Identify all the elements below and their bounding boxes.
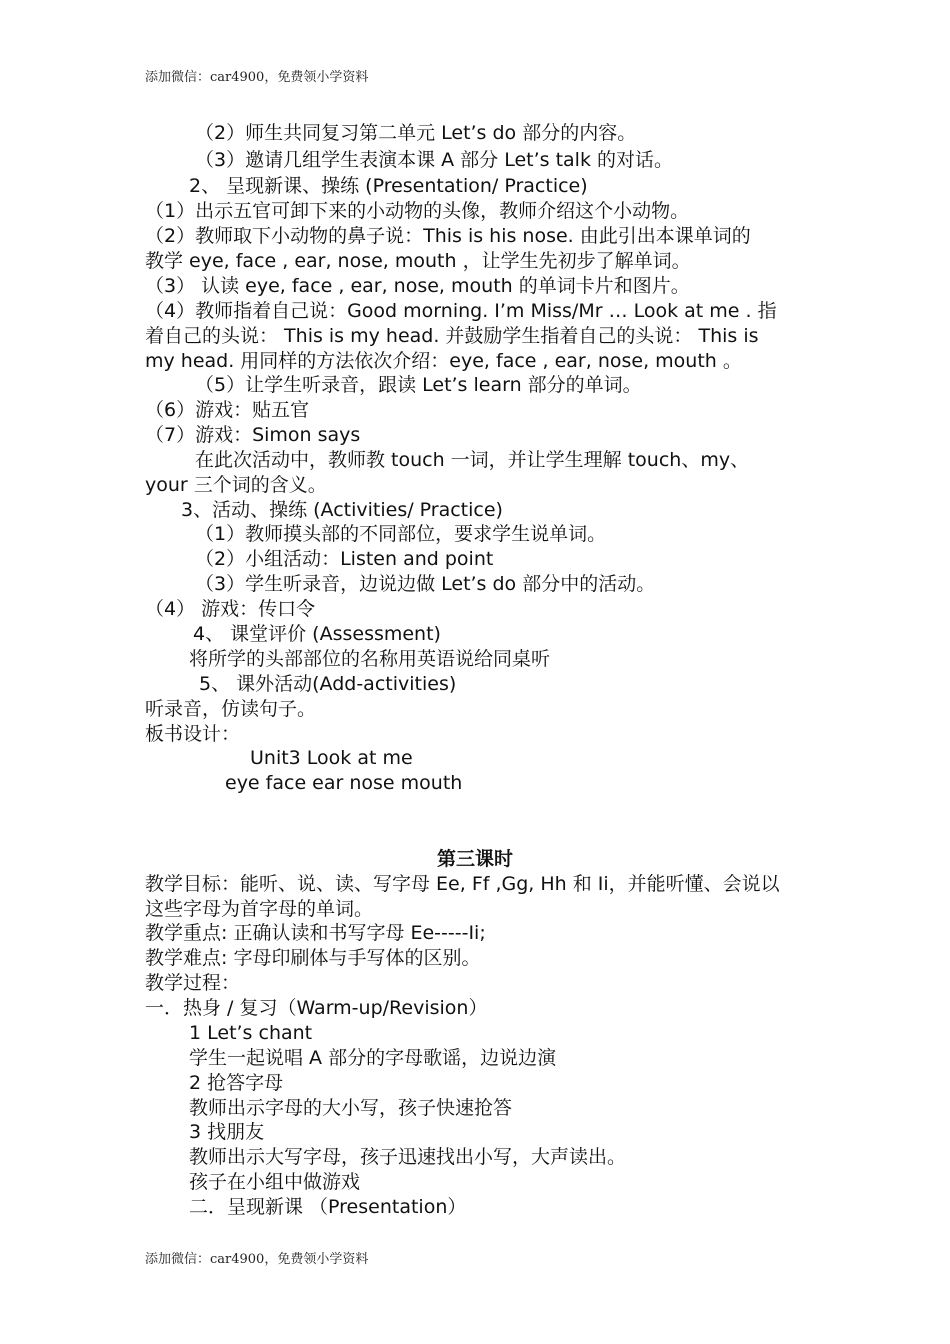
text-line: （1）教师摸头部的不同部位，要求学生说单词。 [195,523,607,545]
board-title: Unit3 Look at me [250,747,413,769]
text-line: 二．呈现新课 （Presentation） [189,1196,467,1218]
text-line: 教学过程： [145,972,241,994]
text-line: （3）邀请几组学生表演本课 A 部分 Let’s talk 的对话。 [195,149,673,171]
text-line: 4、 课堂评价 (Assessment) [193,623,441,645]
text-line: （1）出示五官可卸下来的小动物的头像，教师介绍这个小动物。 [145,200,690,222]
text-line: 3 找朋友 [189,1121,265,1143]
text-line: （5）让学生听录音，跟读 Let’s learn 部分的单词。 [195,374,642,396]
text-line: 教学重点: 正确认读和书写字母 Ee-----Ii; [145,922,486,944]
text-line: 听录音，仿读句子。 [145,698,317,720]
text-line: 教学 eye, face , ear, nose, mouth ，让学生先初步了解单词。 [145,250,691,272]
text-line: 一．热身 / 复习（Warm-up/Revision） [145,997,488,1019]
text-line: 学生一起说唱 A 部分的字母歌谣，边说边演 [189,1047,557,1069]
text-line: （4）教师指着自己说：Good morning. I’m Miss/Mr … Look at me . 指 [145,300,777,322]
page-header: 添加微信：car4900，免费领小学资料 [145,70,369,85]
text-line: （4） 游戏：传口令 [145,598,316,620]
text-line: （6）游戏：贴五官 [145,399,310,421]
text-line: 教师出示大写字母，孩子迅速找出小写，大声读出。 [189,1146,627,1168]
text-line: 2 抢答字母 [189,1072,284,1094]
text-line: my head. 用同样的方法依次介绍：eye, face , ear, nose, mouth 。 [145,350,742,372]
text-line: 孩子在小组中做游戏 [189,1171,361,1193]
text-line: 教学难点: 字母印刷体与手写体的区别。 [145,947,481,969]
text-line: （2）师生共同复习第二单元 Let’s do 部分的内容。 [195,122,637,144]
text-line: 2、 呈现新课、操练 (Presentation/ Practice) [189,175,588,197]
text-line: your 三个词的含义。 [145,474,327,496]
text-line: 教师出示字母的大小写，孩子快速抢答 [189,1097,513,1119]
text-line: （2）教师取下小动物的鼻子说：This is his nose. 由此引出本课单词的 [145,225,751,247]
text-line: （3）学生听录音，边说边做 Let’s do 部分中的活动。 [195,573,656,595]
text-line: 1 Let’s chant [189,1022,313,1044]
text-line: 教学目标：能听、说、读、写字母 Ee, Ff ,Gg, Hh 和 Ii，并能听懂、会说以 [145,873,780,895]
text-line: 3、活动、操练 (Activities/ Practice) [181,499,503,521]
page-footer: 添加微信：car4900，免费领小学资料 [145,1252,369,1267]
section-title: 第三课时 [436,848,513,870]
text-line: （2）小组活动：Listen and point [195,548,494,570]
text-line: 5、 课外活动(Add-activities) [199,673,457,695]
text-line: 将所学的头部部位的名称用英语说给同桌听 [189,648,551,670]
text-line: 这些字母为首字母的单词。 [145,898,374,920]
board-words: eye face ear nose mouth [225,772,463,794]
text-line: 板书设计： [145,723,241,745]
text-line: 着自己的头说： This is my head. 并鼓励学生指着自己的头说： This is [145,325,759,347]
text-line: 在此次活动中，教师教 touch 一词，并让学生理解 touch、my、 [195,449,750,471]
text-line: （3） 认读 eye, face , ear, nose, mouth 的单词卡片和图片。 [145,275,690,297]
text-line: （7）游戏：Simon says [145,424,361,446]
